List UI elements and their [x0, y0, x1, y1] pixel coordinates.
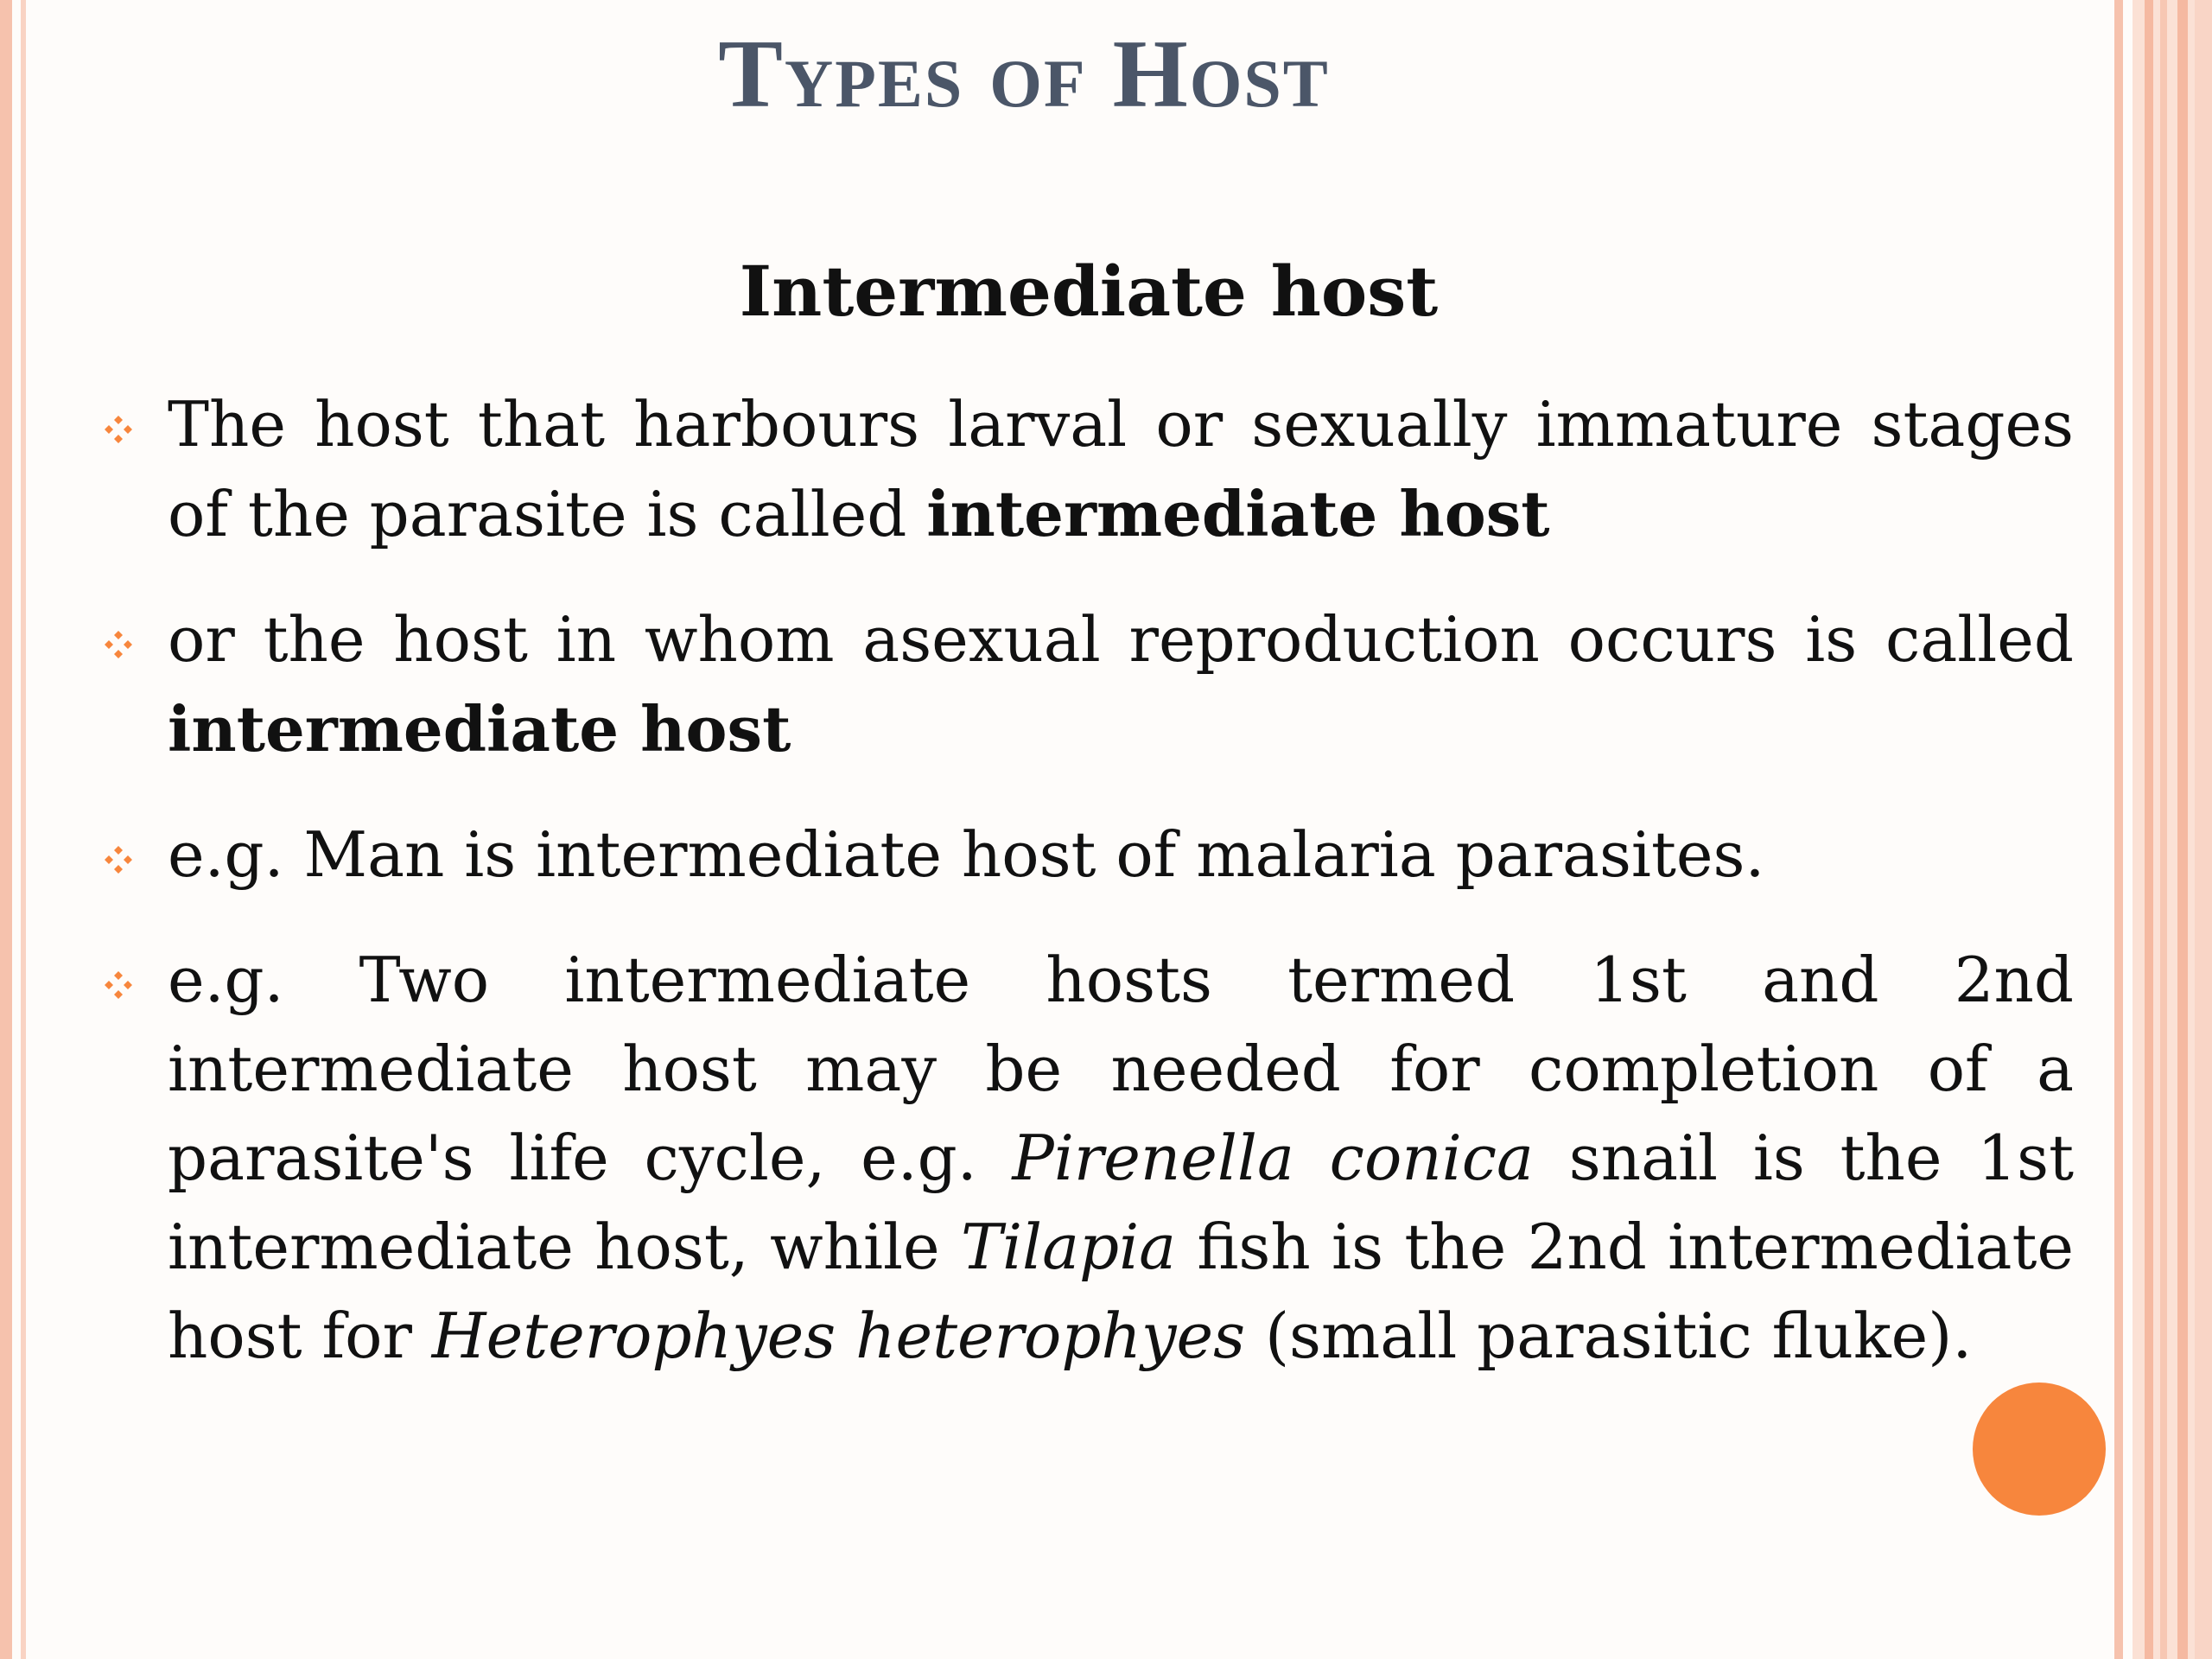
four-diamond-bullet-icon	[104, 630, 133, 659]
decorative-orange-circle	[1973, 1382, 2106, 1516]
species-name: Pirenella conica	[1012, 1122, 1534, 1194]
slide-subtitle: Intermediate host	[739, 251, 1439, 332]
slide-title: Types of Host	[718, 21, 1330, 128]
right-border-stripe-1	[2114, 0, 2123, 1659]
bullet-text: e.g. Two intermediate hosts termed 1st and 2nd intermediate host may be needed for completion of a parasite's life cycle, e.g. Pirenella conica snail is the 1st intermediate host, while Tilapia fish is the 2nd intermediate host for Heterophyes heterophyes (small parasitic fluke).	[168, 944, 2075, 1372]
bullet-text: e.g. Man is intermediate host of malaria parasites.	[168, 818, 1765, 891]
bullet-item	[104, 810, 2074, 899]
left-border-stripe	[0, 0, 12, 1659]
right-border-stripe-5	[2195, 0, 2212, 1659]
four-diamond-bullet-icon	[104, 970, 133, 1000]
bullet-list	[104, 380, 2074, 1417]
four-diamond-bullet-icon	[104, 415, 133, 444]
bold-term: intermediate host	[926, 477, 1550, 550]
bullet-item	[104, 595, 2074, 774]
bullet-item	[104, 936, 2074, 1381]
bold-term: intermediate host	[168, 692, 791, 766]
right-border-stripe-2	[2145, 0, 2153, 1659]
right-border-stripe-3	[2160, 0, 2167, 1659]
bullet-item	[104, 380, 2074, 559]
left-border-stripe-inner	[21, 0, 26, 1659]
four-diamond-bullet-icon	[104, 845, 133, 874]
species-name: Heterophyes heterophyes	[431, 1300, 1246, 1372]
bullet-text: The host that harbours larval or sexually immature stages of the parasite is called intermediate host	[168, 388, 2074, 550]
bullet-text: or the host in whom asexual reproduction occurs is called intermediate host	[168, 603, 2074, 766]
species-name: Tilapia	[960, 1211, 1177, 1283]
right-border-stripe-4	[2177, 0, 2188, 1659]
